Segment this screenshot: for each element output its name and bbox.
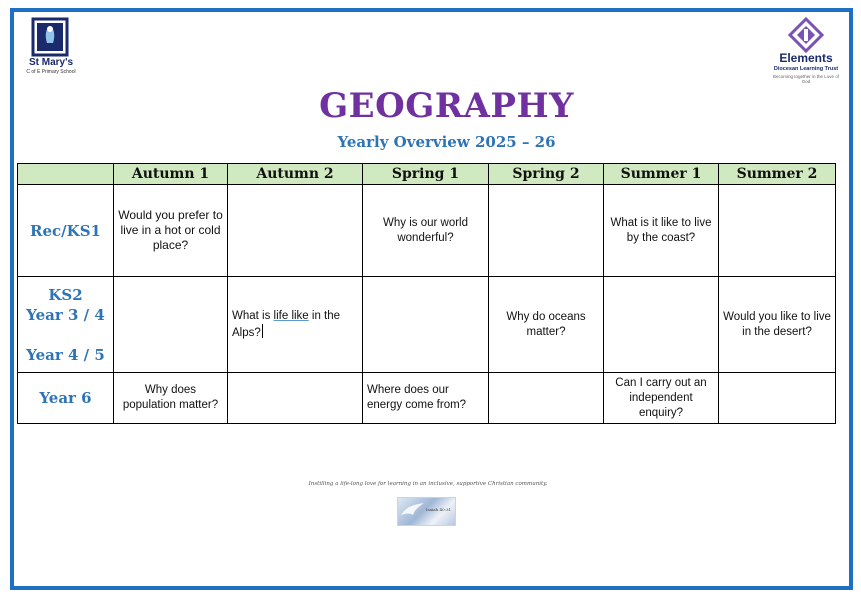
alps-cell-text: What is life like in the Alps? [232,309,341,339]
school-motto: Instilling a life-long love for learning in an inclusive, supportive Christian community. [308,481,548,487]
school-logo [21,17,81,81]
table-cell[interactable] [604,277,719,373]
column-header: Spring 1 [363,164,489,185]
text-cursor [262,324,263,338]
row-label: KS2 Year 3 / 4 Year 4 / 5 [18,277,114,373]
table-cell[interactable] [114,277,228,373]
yearly-overview-table [17,163,836,424]
table-cell[interactable]: Why do oceans matter? [489,277,604,373]
row-label: Rec/KS1 [18,185,114,277]
column-header: Autumn 2 [228,164,363,185]
table-cell[interactable] [719,185,836,277]
eagle-verse-image [397,497,456,526]
column-header: Autumn 1 [114,164,228,185]
table-cell[interactable] [719,373,836,424]
table-row [18,373,836,424]
trust-tagline: Becoming together in the Love of God [772,74,840,84]
table-cell[interactable]: Why does population matter? [114,373,228,424]
table-cell[interactable]: Where does our energy come from? [363,373,489,424]
school-crest-icon [31,17,69,57]
table-cell[interactable] [228,277,363,373]
table-cell[interactable]: Would you like to live in the desert? [719,277,836,373]
column-header: Spring 2 [489,164,604,185]
table-cell[interactable]: Can I carry out an independent enquiry? [604,373,719,424]
trust-name: Elements [779,51,833,65]
table-cell[interactable]: What is it like to live by the coast? [604,185,719,277]
table-row [18,185,836,277]
table-cell[interactable] [489,373,604,424]
school-subtitle: C of E Primary School [26,69,76,75]
table-cell[interactable]: Why is our world wonderful? [363,185,489,277]
eagle-icon [400,501,426,523]
page-title: GEOGRAPHY [319,86,574,126]
page-subtitle: Yearly Overview 2025 – 26 [337,133,556,151]
table-cell[interactable] [228,373,363,424]
trust-logo [772,17,840,85]
column-header: Summer 2 [719,164,836,185]
header-corner-cell [18,164,114,185]
row-label: Year 6 [18,373,114,424]
table-row [18,277,836,373]
column-header: Summer 1 [604,164,719,185]
table-cell[interactable]: Would you prefer to live in a hot or cold place? [114,185,228,277]
school-name: St Mary's [28,57,74,68]
table-cell[interactable] [363,277,489,373]
table-cell[interactable] [228,185,363,277]
header-row [18,164,836,185]
trust-subtitle: Diocesan Learning Trust [773,66,839,72]
bible-verse-ref: Isaiah 40:31 [426,507,452,512]
table-cell[interactable] [489,185,604,277]
trust-diamond-icon [788,17,824,53]
